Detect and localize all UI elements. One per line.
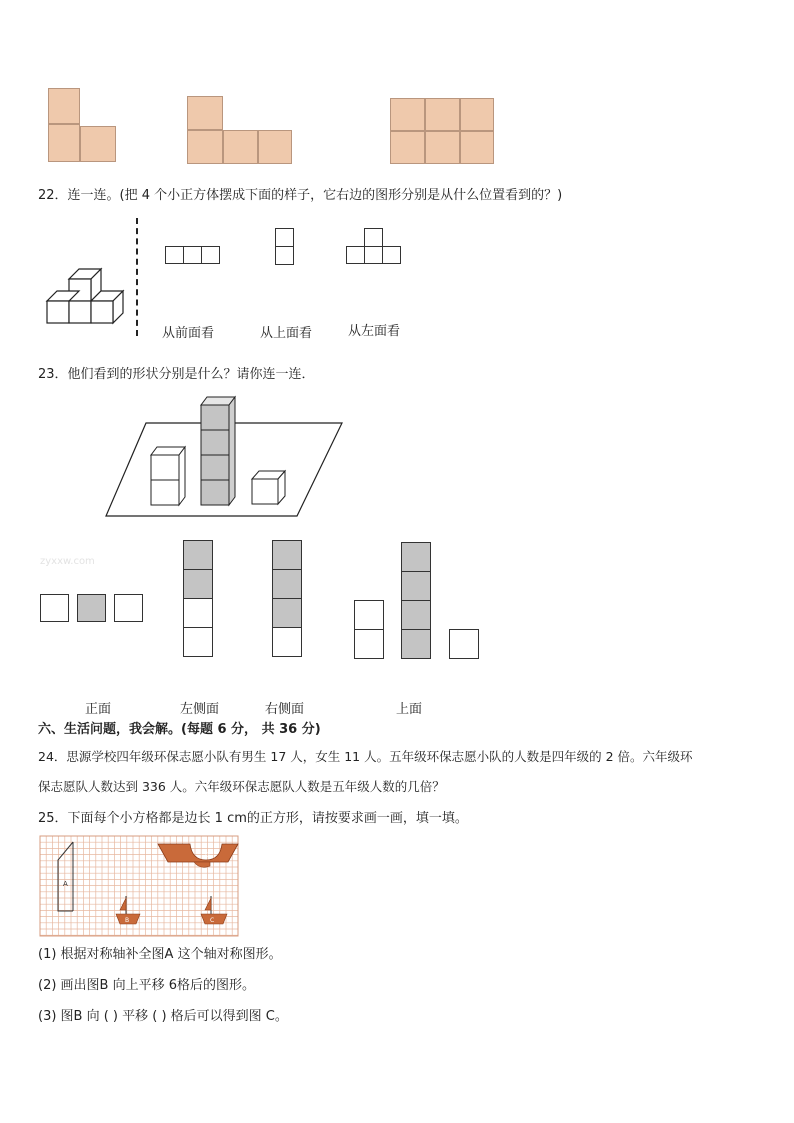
divider-dashed-line bbox=[136, 218, 138, 336]
grid-label-d: D bbox=[205, 852, 210, 859]
grid-label-c: C bbox=[210, 917, 215, 924]
q25-grid bbox=[40, 836, 238, 936]
grid-label-a: A bbox=[63, 880, 68, 888]
q23-scene bbox=[100, 392, 350, 522]
section6-heading: 六、生活问题，我会解。(每题 6 分， 共 36 分) bbox=[38, 722, 321, 737]
label-top-view: 上面 bbox=[396, 702, 423, 717]
q22-text: 22．连一连。(把 4 个小正方体摆成下面的样子，它右边的图形分别是从什么位置看到的？) bbox=[38, 188, 563, 203]
grid-label-b: B bbox=[125, 917, 130, 924]
label-front-view: 正面 bbox=[85, 702, 112, 717]
q25-item-2: (2) 画出图B 向上平移 6格后的图形。 bbox=[38, 978, 256, 993]
q25-item-1: (1) 根据对称轴补全图A 这个轴对称图形。 bbox=[38, 947, 282, 962]
q24-line2: 保志愿队人数达到 336 人。六年级环保志愿队人数是五年级人数的几倍？ bbox=[38, 779, 445, 794]
q24-line1: 24．思源学校四年级环保志愿小队有男生 17 人，女生 11 人。五年级环保志愿小队的人数是四年级的 2 倍。六年级环 bbox=[38, 749, 693, 764]
q25-text: 25．下面每个小方格都是边长 1 cm的正方形，请按要求画一画，填一填。 bbox=[38, 811, 468, 826]
label-from-top: 从上面看 bbox=[260, 326, 313, 341]
q25-item-3[interactable]: (3) 图B 向 ( ) 平移 ( ) 格后可以得到图 C。 bbox=[38, 1009, 288, 1024]
label-right-side: 右侧面 bbox=[265, 702, 305, 717]
watermark: zyxxw.com bbox=[40, 556, 95, 567]
label-left-side: 左侧面 bbox=[180, 702, 220, 717]
q22-cube-figure bbox=[40, 262, 130, 328]
label-from-front: 从前面看 bbox=[162, 326, 215, 341]
q23-text: 23．他们看到的形状分别是什么？请你连一连． bbox=[38, 367, 315, 382]
label-from-left: 从左面看 bbox=[348, 324, 401, 339]
